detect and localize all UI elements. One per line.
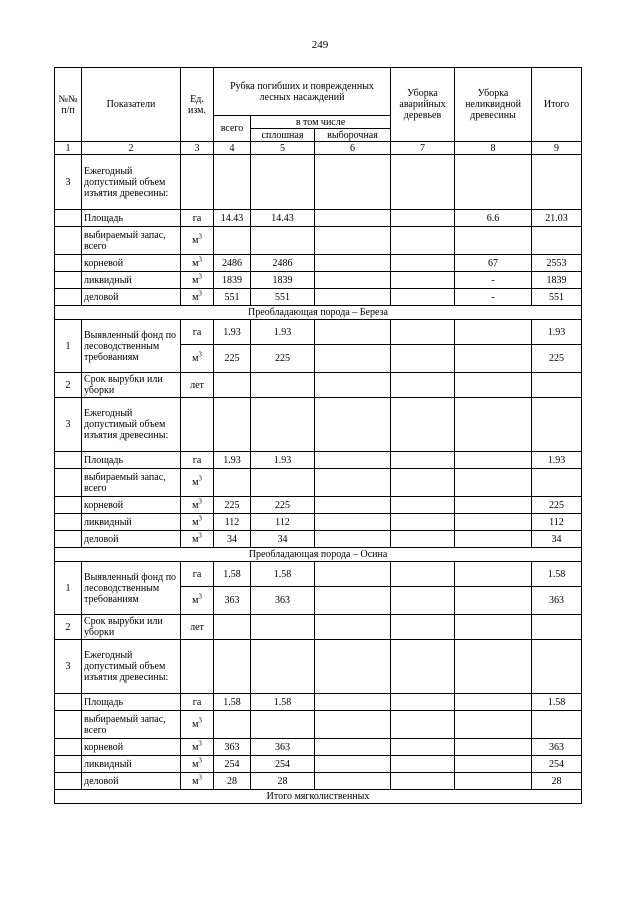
row-unit: $м^3$ [181,711,214,739]
col-number: 4 [214,142,251,155]
cell-itogo: 225 [532,497,582,514]
cell-illiquid: - [455,289,532,306]
col-number: 6 [315,142,391,155]
cell-selective [315,210,391,227]
row-label: Срок вырубки или уборки [82,373,181,398]
table-row [55,711,582,739]
table-row [55,452,582,469]
cell-itogo: 2553 [532,255,582,272]
cell-itogo: 363 [532,587,582,615]
header-including: в том числе [251,116,391,129]
row-label: выбираемый запас, всего [82,227,181,255]
table-row [55,398,582,452]
row-unit: $м^3$ [181,739,214,756]
row-num: 3 [55,155,82,210]
table-row [55,562,582,587]
section-title-aspen: Преобладающая порода – Осина [55,548,582,562]
cell-clear: 1.58 [251,694,315,711]
cell-total: 28 [214,773,251,790]
forest-table [54,67,582,804]
cell-itogo: 363 [532,739,582,756]
cell-clear: 14.43 [251,210,315,227]
cell-clear: 225 [251,345,315,373]
cell-clear: 551 [251,289,315,306]
cell-itogo: 1.58 [532,562,582,587]
header-num: №№ п/п [55,68,82,142]
row-label: деловой [82,289,181,306]
cell-clear: 34 [251,531,315,548]
col-number: 7 [391,142,455,155]
table-row [55,773,582,790]
cell-clear: 28 [251,773,315,790]
row-label: Выявленный фонд по лесоводственным требованиям [82,562,181,615]
section-header-row [55,306,582,320]
cell-clear: 2486 [251,255,315,272]
cell-total: 1839 [214,272,251,289]
row-unit: га [181,320,214,345]
row-label: выбираемый запас, всего [82,711,181,739]
cell-total: 225 [214,497,251,514]
row-num: 2 [55,615,82,640]
row-unit: $м^3$ [181,773,214,790]
cell-clear: 1.58 [251,562,315,587]
header-clear: сплошная [251,129,315,142]
header-itogo: Итого [532,68,582,142]
row-label: Площадь [82,210,181,227]
section-header-row [55,790,582,804]
header-illiquid: Уборка неликвидной древесины [455,68,532,142]
table-row [55,272,582,289]
cell-total: 1.58 [214,694,251,711]
row-label: Выявленный фонд по лесоводственным требованиям [82,320,181,373]
col-number: 5 [251,142,315,155]
cell-total: 112 [214,514,251,531]
row-label: Ежегодный допустимый объем изъятия древесины: [82,155,181,210]
section-title-birch: Преобладающая порода – Береза [55,306,582,320]
cell-clear: 1.93 [251,320,315,345]
row-label: Площадь [82,694,181,711]
cell-clear: 112 [251,514,315,531]
cell-total: 14.43 [214,210,251,227]
row-unit: га [181,562,214,587]
table-row [55,640,582,694]
cell-itogo: 1839 [532,272,582,289]
cell-itogo: 1.58 [532,694,582,711]
cell-itogo: 112 [532,514,582,531]
row-num: 1 [55,320,82,373]
row-unit: га [181,210,214,227]
row-unit: $м^3$ [181,531,214,548]
section-title-softwood-total: Итого мягколиственных [55,790,582,804]
header-selective: выборочная [315,129,391,142]
table-row [55,210,582,227]
row-unit: лет [181,615,214,640]
table-row [55,531,582,548]
table-row [55,739,582,756]
cell-illiquid: - [455,272,532,289]
cell-total: 1.93 [214,320,251,345]
page-number: 249 [311,39,329,51]
row-num: 1 [55,562,82,615]
col-number: 3 [181,142,214,155]
row-unit: $м^3$ [181,587,214,615]
row-label: ликвидный [82,272,181,289]
row-num: 3 [55,640,82,694]
table-row [55,227,582,255]
cell-total: 2486 [214,255,251,272]
cell-clear: 363 [251,587,315,615]
cell-total: 363 [214,587,251,615]
row-label: Ежегодный допустимый объем изъятия древесины: [82,640,181,694]
table-row [55,373,582,398]
row-unit: $м^3$ [181,497,214,514]
row-label: Площадь [82,452,181,469]
cell-clear: 254 [251,756,315,773]
row-label: ликвидный [82,756,181,773]
row-unit: га [181,452,214,469]
row-unit: га [181,694,214,711]
cell-illiquid: 67 [455,255,532,272]
cell-clear: 1839 [251,272,315,289]
cell-clear: 363 [251,739,315,756]
cell-total: 254 [214,756,251,773]
table-row [55,155,582,210]
header-row [55,68,582,116]
row-label: корневой [82,739,181,756]
cell-itogo: 34 [532,531,582,548]
header-unit: Ед. изм. [181,68,214,142]
col-number: 8 [455,142,532,155]
row-unit: $м^3$ [181,469,214,497]
cell-total: 551 [214,289,251,306]
row-label: выбираемый запас, всего [82,469,181,497]
row-num: 3 [55,398,82,452]
table-row [55,289,582,306]
cell-total: 1.58 [214,562,251,587]
header-emergency: Уборка аварийных деревьев [391,68,455,142]
row-unit: лет [181,373,214,398]
row-label: деловой [82,531,181,548]
section-header-row [55,548,582,562]
table-row [55,320,582,345]
row-unit: $м^3$ [181,345,214,373]
row-unit: $м^3$ [181,272,214,289]
cell-total: 225 [214,345,251,373]
col-number: 1 [55,142,82,155]
header-felling: Рубка погибших и поврежденных лесных насаждений [214,68,391,116]
row-num: 2 [55,373,82,398]
column-numbers-row [55,142,582,155]
row-unit: $м^3$ [181,289,214,306]
row-label: деловой [82,773,181,790]
row-label: Срок вырубки или уборки [82,615,181,640]
row-unit: $м^3$ [181,514,214,531]
cell-emergency [391,210,455,227]
row-label: корневой [82,497,181,514]
cell-itogo: 254 [532,756,582,773]
row-label: ликвидный [82,514,181,531]
cell-total: 34 [214,531,251,548]
cell-itogo: 28 [532,773,582,790]
cell-clear: 225 [251,497,315,514]
cell-itogo: 1.93 [532,320,582,345]
cell-illiquid: 6.6 [455,210,532,227]
row-unit: $м^3$ [181,227,214,255]
table-row [55,756,582,773]
cell-clear: 1.93 [251,452,315,469]
cell-total: 1.93 [214,452,251,469]
row-unit: $м^3$ [181,756,214,773]
table-row [55,497,582,514]
row-label: Ежегодный допустимый объем изъятия древесины: [82,398,181,452]
col-number: 2 [82,142,181,155]
cell-total: 363 [214,739,251,756]
table-row [55,694,582,711]
row-unit: $м^3$ [181,255,214,272]
table-row [55,469,582,497]
header-indicators: Показатели [82,68,181,142]
col-number: 9 [532,142,582,155]
cell-itogo: 551 [532,289,582,306]
cell-itogo: 21.03 [532,210,582,227]
table-row [55,514,582,531]
table-row [55,615,582,640]
row-label: корневой [82,255,181,272]
table-row [55,255,582,272]
cell-itogo: 1.93 [532,452,582,469]
cell-itogo: 225 [532,345,582,373]
header-total: всего [214,116,251,142]
